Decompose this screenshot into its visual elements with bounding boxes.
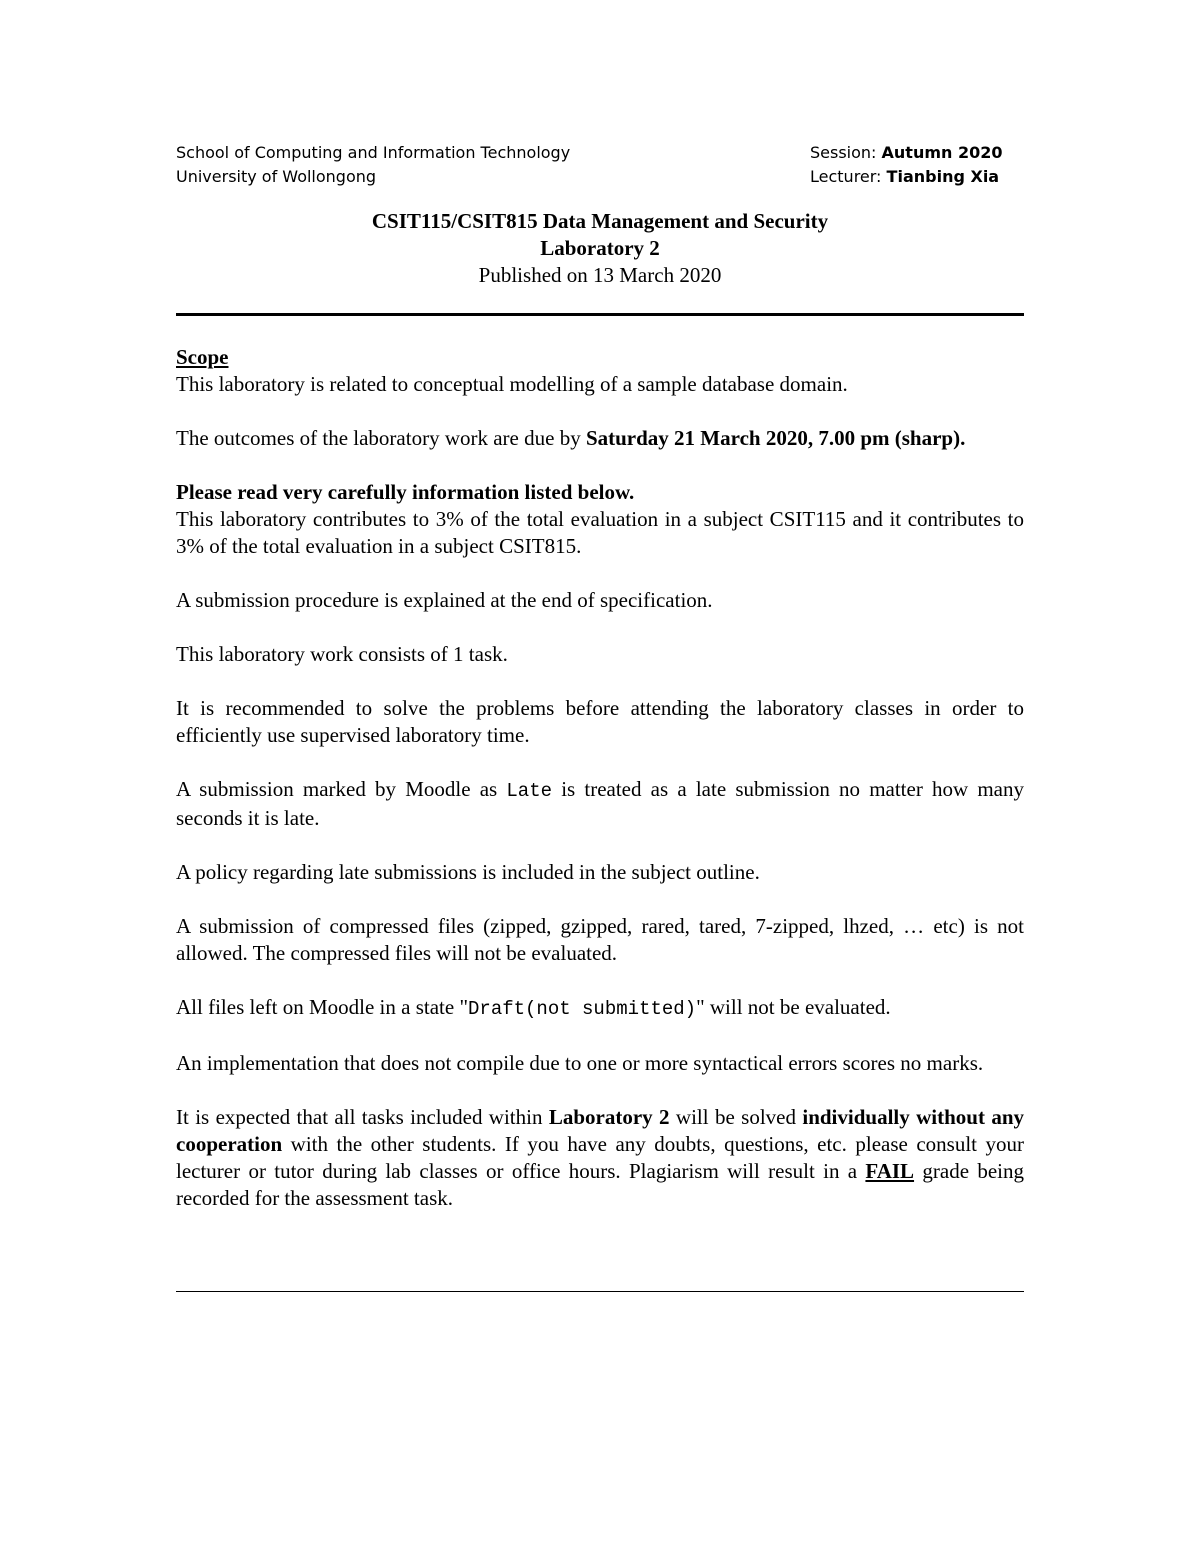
session-value: Autumn 2020 [881,143,1003,162]
draft-prefix: All files left on Moodle in a state " [176,995,469,1019]
contribution-text: This laboratory contributes to 3% of the total evaluation in a subject CSIT115 and it contributes to 3% of the total evaluation in a subject CSIT815. [176,507,1024,558]
scope-text: This laboratory is related to conceptual modelling of a sample database domain. [176,372,848,396]
document-body [176,344,1024,1212]
recommend-paragraph: It is recommended to solve the problems before attending the laboratory classes in order to efficiently use supervised laboratory time. [176,696,1024,747]
late-code: Late [506,780,552,802]
session-label: Session: [810,143,877,162]
session-line [810,141,1003,165]
school-name: School of Computing and Information Technology [176,143,571,162]
expect-lab: Laboratory 2 [548,1105,670,1129]
expectation-paragraph [176,1104,1024,1212]
lecturer-value: Tianbing Xia [886,167,1000,186]
footer-divider [176,1291,1024,1292]
submission-paragraph: A submission procedure is explained at the end of specification. [176,588,713,612]
expect-text-1: It is expected that all tasks included within [176,1105,543,1129]
draft-paragraph [176,994,1024,1023]
late-prefix: A submission marked by Moodle as [176,777,498,801]
header-left [176,141,570,189]
header-divider [176,313,1024,316]
scope-heading: Scope [176,345,229,369]
published-date: Published on 13 March 2020 [478,263,722,287]
lab-title: Laboratory 2 [540,236,660,260]
info-heading: Please read very carefully information listed below. [176,480,635,504]
scope-section [176,344,1024,398]
lecturer-line [810,165,1003,189]
header-right [810,141,1003,189]
due-paragraph [176,425,1024,452]
due-prefix: The outcomes of the laboratory work are due by [176,426,581,450]
expect-text-3: with the other students. If you have any doubts, questions, etc. please consult your lecturer or tutor during lab classes or office hours. Plagiarism will result in a [176,1132,1024,1183]
due-deadline: Saturday 21 March 2020, 7.00 pm (sharp). [585,426,966,450]
course-title: CSIT115/CSIT815 Data Management and Security [371,209,829,233]
expect-fail: FAIL [865,1159,915,1183]
lecturer-label: Lecturer: [810,167,882,186]
late-suffix: is treated as a late submission no matter how many seconds it is late. [176,777,1025,830]
policy-paragraph: A policy regarding late submissions is included in the subject outline. [176,860,760,884]
tasks-paragraph: This laboratory work consists of 1 task. [176,642,508,666]
expect-text-4: grade being recorded for the assessment task. [176,1159,1024,1210]
expect-text-2: will be solved [675,1105,796,1129]
compile-paragraph: An implementation that does not compile due to one or more syntactical errors scores no marks. [176,1051,984,1075]
expect-individually: individually without any cooperation [176,1105,1025,1156]
info-section [176,479,1024,560]
draft-suffix: " will not be evaluated. [696,995,891,1019]
title-block [176,208,1024,289]
university-name: University of Wollongong [176,167,377,186]
late-paragraph [176,776,1024,832]
compressed-paragraph: A submission of compressed files (zipped, gzipped, rared, tared, 7-zipped, lhzed, … etc) is not allowed. The compressed files will not be evaluated. [176,914,1024,965]
draft-code: Draft(not submitted) [468,998,697,1020]
